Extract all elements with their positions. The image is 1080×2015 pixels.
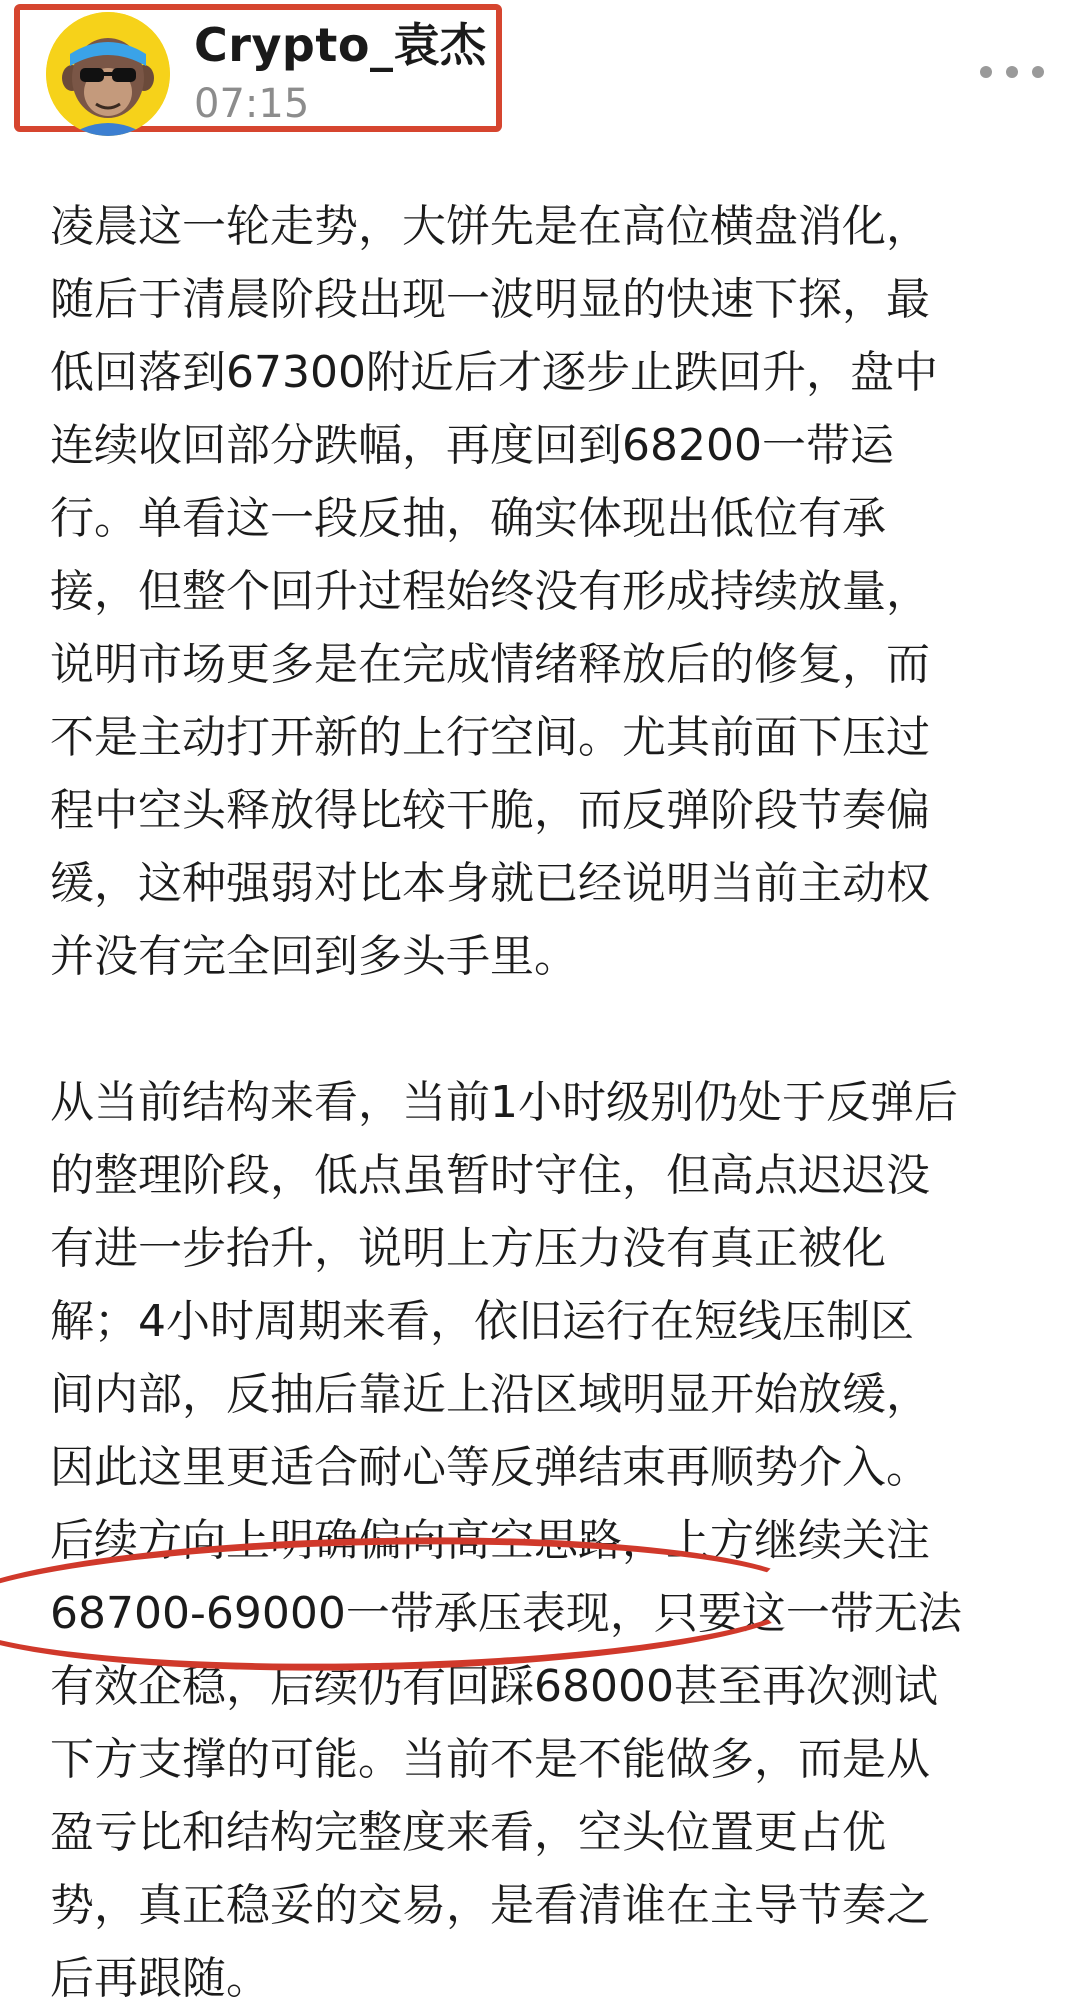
text-line: 有效企稳，后续仍有回踩68000甚至再次测试 [50, 1661, 938, 1712]
author-name[interactable]: Crypto_袁杰 [194, 18, 487, 72]
text-line: 间内部，反抽后靠近上沿区域明显开始放缓， [50, 1369, 930, 1420]
more-dot [1032, 66, 1044, 78]
paragraph-1 [50, 190, 1060, 993]
paragraph-2 [50, 1066, 1060, 2015]
text-line: 并没有完全回到多头手里。 [50, 931, 578, 982]
text-line: 低回落到67300附近后才逐步止跌回升，盘中 [50, 347, 938, 398]
text-line: 说明市场更多是在完成情绪释放后的修复，而 [50, 639, 930, 690]
text-line: 的整理阶段，低点虽暂时守住，但高点迟迟没 [50, 1150, 930, 1201]
more-dot [1006, 66, 1018, 78]
text-line: 因此这里更适合耐心等反弹结束再顺势介入。 [50, 1442, 930, 1493]
text-line: 不是主动打开新的上行空间。尤其前面下压过 [50, 712, 930, 763]
post-body [50, 190, 1060, 2015]
text-line: 盈亏比和结构完整度来看，空头位置更占优 [50, 1807, 886, 1858]
text-line: 有进一步抬升，说明上方压力没有真正被化 [50, 1223, 886, 1274]
text-line: 下方支撑的可能。当前不是不能做多，而是从 [50, 1734, 930, 1785]
text-line: 随后于清晨阶段出现一波明显的快速下探，最 [50, 274, 930, 325]
text-line: 解；4小时周期来看，依旧运行在短线压制区 [50, 1296, 914, 1347]
text-line: 凌晨这一轮走势，大饼先是在高位横盘消化， [50, 201, 930, 252]
text-line: 68700-69000一带承压表现，只要这一带无法 [50, 1588, 962, 1639]
post-time: 07:15 [194, 81, 310, 127]
more-dots-icon[interactable] [978, 58, 1048, 84]
text-line: 从当前结构来看，当前1小时级别仍处于反弹后 [50, 1077, 958, 1128]
text-line: 程中空头释放得比较干脆，而反弹阶段节奏偏 [50, 785, 930, 836]
text-line: 连续收回部分跌幅，再度回到68200一带运 [50, 420, 894, 471]
text-line: 后续方向上明确偏向高空思路，上方继续关注 [50, 1515, 930, 1566]
text-line: 接，但整个回升过程始终没有形成持续放量， [50, 566, 930, 617]
ape-avatar-icon[interactable] [46, 12, 170, 136]
more-dot [980, 66, 992, 78]
text-line: 缓，这种强弱对比本身就已经说明当前主动权 [50, 858, 930, 909]
text-line: 势，真正稳妥的交易，是看清谁在主导节奏之 [50, 1880, 930, 1931]
text-line: 后再跟随。 [50, 1953, 270, 2004]
post-header [0, 0, 1080, 150]
text-line: 行。单看这一段反抽，确实体现出低位有承 [50, 493, 886, 544]
